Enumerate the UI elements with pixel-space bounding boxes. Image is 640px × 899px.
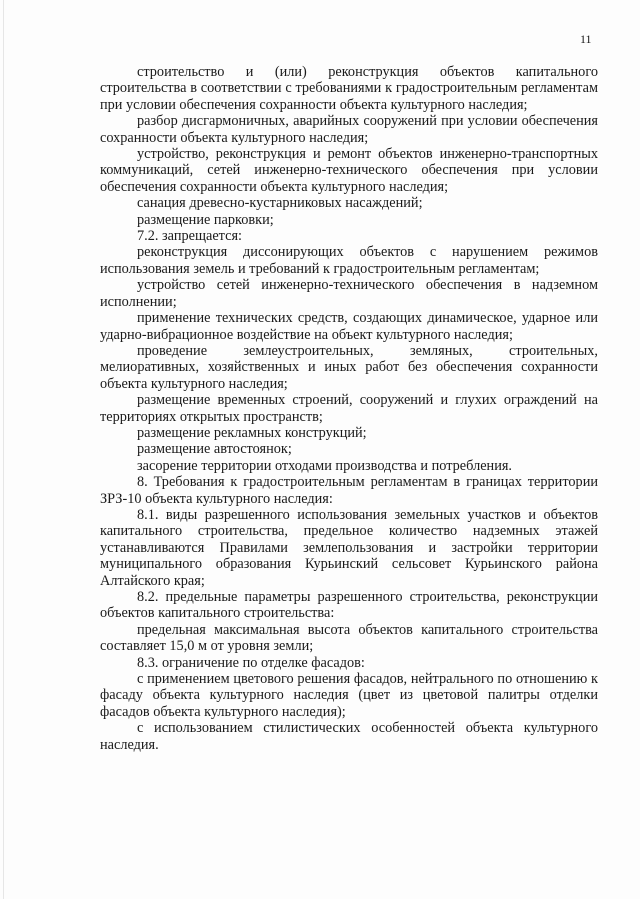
paragraph: устройство, реконструкция и ремонт объектов инженерно-транспортных коммуникаций, сетей инженерно-технического обеспечения при условии обеспечения сохранности объекта культурного наследия; [100, 146, 598, 195]
page-edge-line [3, 0, 4, 899]
paragraph: реконструкция диссонирующих объектов с нарушением режимов использования земель и требований к градостроительным регламентам; [100, 244, 598, 277]
paragraph: с применением цветового решения фасадов, нейтрального по отношению к фасаду объекта культурного наследия (цвет из цветовой палитры отделки фасадов объекта культурного наследия); [100, 671, 598, 720]
paragraph: размещение парковки; [137, 211, 274, 228]
paragraph: применение технических средств, создающих динамическое, ударное или ударно-вибрационное воздействие на объект культурного наследия; [100, 310, 598, 343]
section-heading-7-2: 7.2. запрещается: [137, 228, 242, 245]
paragraph: санация древесно-кустарниковых насаждений; [137, 195, 423, 212]
paragraph: 8.2. предельные параметры разрешенного строительства, реконструкции объектов капитального строительства: [100, 589, 598, 622]
paragraph: 8.1. виды разрешенного использования земельных участков и объектов капитального строительства, предельное количество надземных этажей устанавливаются Правилами землепользования и застройки территории муниципального образования Курьинский сельсовет Курьинского района Алтайского края; [100, 506, 598, 589]
paragraph: предельная максимальная высота объектов капитального строительства составляет 15,0 м от уровня земли; [100, 621, 598, 655]
paragraph: устройство сетей инженерно-технического обеспечения в надземном исполнении; [100, 277, 598, 310]
page-number: 11 [580, 32, 592, 46]
paragraph: размещение рекламных конструкций; [137, 424, 367, 441]
document-body [100, 64, 598, 753]
section-heading-8-3: 8.3. ограничение по отделке фасадов: [137, 654, 365, 671]
section-heading-8: 8. Требования к градостроительным регламентам в границах территории ЗРЗ-10 объекта культурного наследия: [100, 474, 598, 507]
paragraph: засорение территории отходами производства и потребления. [137, 457, 513, 474]
paragraph: размещение автостоянок; [137, 441, 292, 458]
paragraph: строительство и (или) реконструкция объектов капитального строительства в соответствии с требованиями к градостроительным регламентам при условии обеспечения сохранности объекта культурного наследия; [100, 64, 598, 113]
paragraph: с использованием стилистических особенностей объекта культурного наследия. [100, 720, 598, 753]
paragraph: размещение временных строений, сооружений и глухих ограждений на территориях открытых пространств; [100, 392, 598, 425]
paragraph: проведение землеустроительных, земляных, строительных, мелиоративных, хозяйственных и иных работ без обеспечения сохранности объекта культурного наследия; [100, 342, 598, 392]
paragraph: разбор дисгармоничных, аварийных сооружений при условии обеспечения сохранности объекта культурного наследия; [100, 113, 598, 146]
